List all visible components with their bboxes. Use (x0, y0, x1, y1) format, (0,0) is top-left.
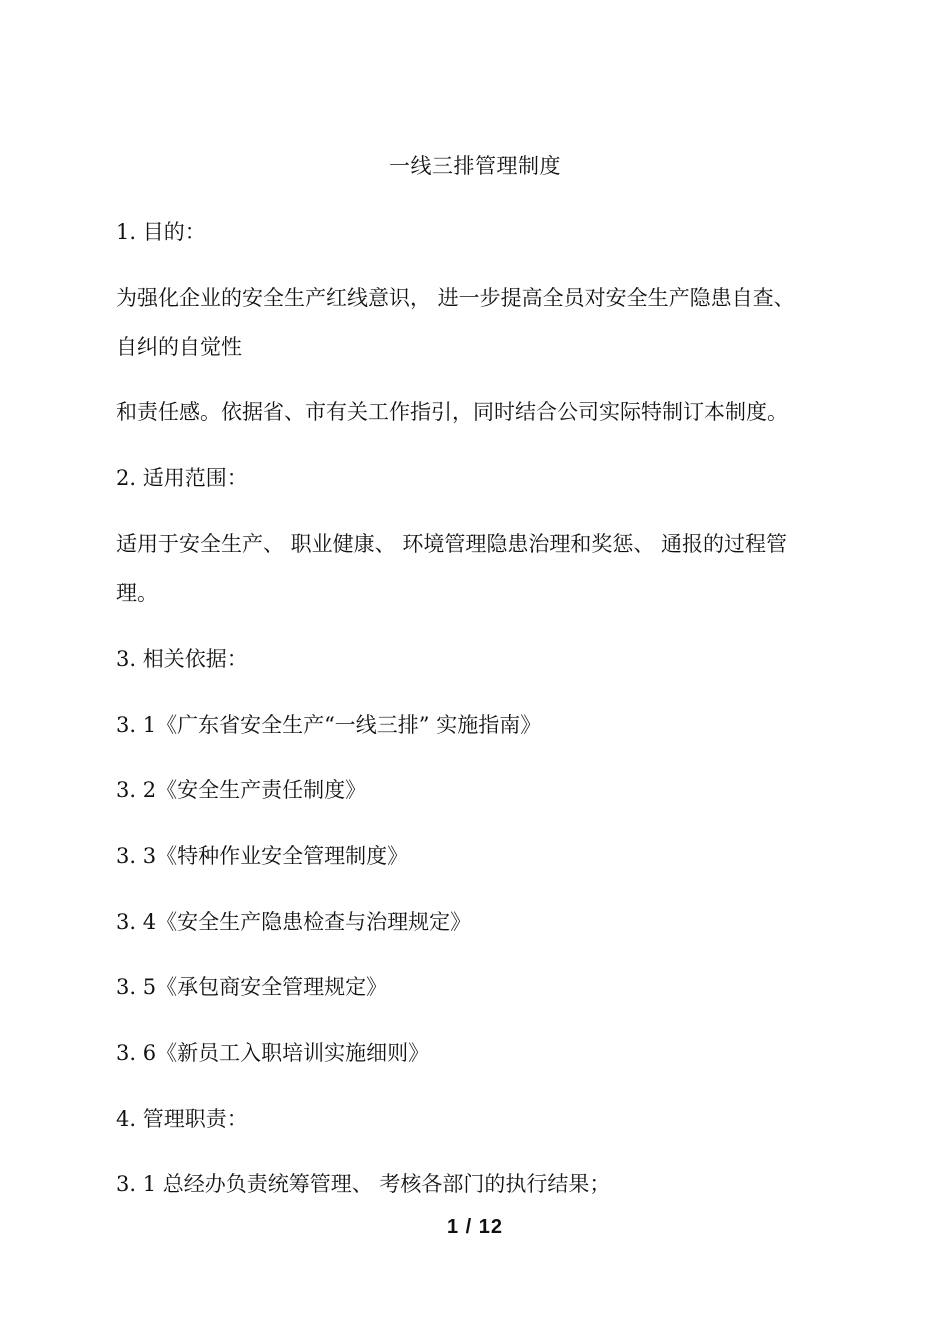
page-number: 1 / 12 (446, 1216, 504, 1238)
purpose-text-line-2: 自纠的自觉性 (116, 335, 242, 359)
section-heading-purpose: 1. 目的： (116, 220, 206, 244)
purpose-text-line-3: 和责任感。依据省、市有关工作指引，同时结合公司实际特制订本制度。 (116, 400, 788, 424)
basis-item-3: 3. 3《特种作业安全管理制度》 (116, 844, 409, 868)
basis-item-5: 3. 5《承包商安全管理规定》 (116, 975, 388, 999)
section-heading-responsibilities: 4. 管理职责： (116, 1107, 248, 1131)
section-heading-basis: 3. 相关依据： (116, 647, 248, 671)
scope-text-line-1: 适用于安全生产、 职业健康、 环境管理隐患治理和奖惩、 通报的过程管 (116, 532, 788, 556)
purpose-text-line-1: 为强化企业的安全生产红线意识， 进一步提高全员对安全生产隐患自查、 (116, 286, 795, 310)
responsibility-item-1: 3. 1 总经办负责统筹管理、 考核各部门的执行结果； (116, 1172, 611, 1196)
basis-item-2: 3. 2《安全生产责任制度》 (116, 778, 367, 802)
section-heading-scope: 2. 适用范围： (116, 466, 248, 490)
document-title: 一线三排管理制度 (389, 154, 561, 178)
basis-item-4: 3. 4《安全生产隐患检查与治理规定》 (116, 910, 472, 934)
basis-item-1: 3. 1《广东省安全生产“一线三排” 实施指南》 (116, 713, 542, 737)
basis-item-6: 3. 6《新员工入职培训实施细则》 (116, 1041, 430, 1065)
scope-text-line-2: 理。 (116, 581, 158, 605)
